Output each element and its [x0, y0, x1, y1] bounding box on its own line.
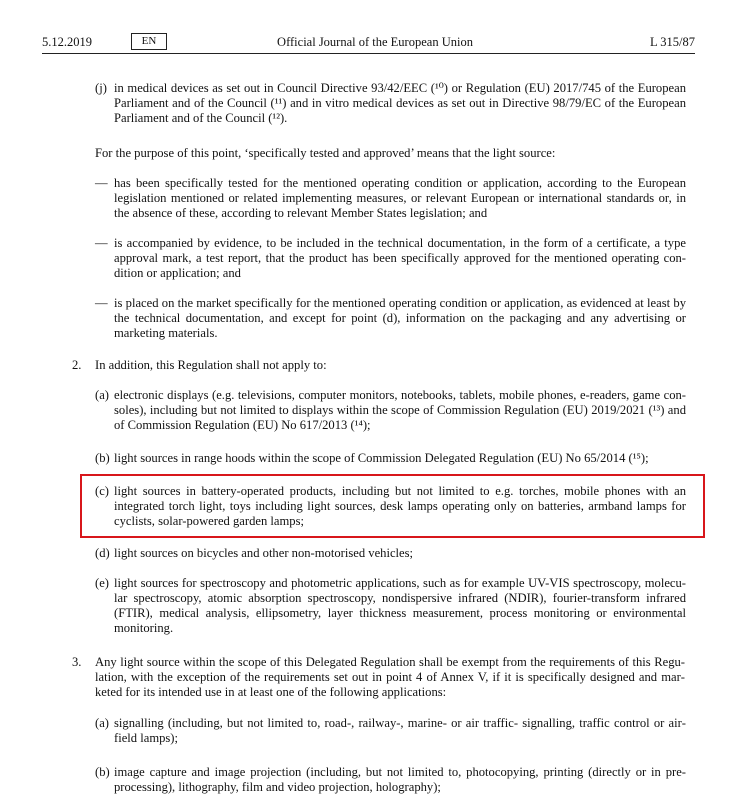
item-label: (b)	[95, 765, 110, 779]
publication-date: 5.12.2019	[42, 35, 92, 49]
item-text: light sources in range hoods within the scope of Commission Delegated Regulation (EU) No 65/2014 (¹⁵);	[114, 451, 649, 465]
point-3-number: 3.	[72, 655, 82, 669]
purpose-paragraph: For the purpose of this point, ‘specifically tested and approved’ means that the light source:	[95, 146, 556, 160]
item-text: signalling (including, but not limited to, road-, railway-, marine- or air traffic- signalling, traffic control or airfield lamps);	[114, 716, 686, 745]
dash-bullet: —	[95, 176, 108, 190]
item-text: electronic displays (e.g. televisions, computer monitors, notebooks, tablets, mobile phones, e-readers, game consoles), including but not limited to displays within the scope of Commission Regulation (EU) 2019/2021 (¹³) and of Commission Regulation (EU) No 617/2013 (¹⁴);	[114, 388, 686, 432]
point-2-intro: In addition, this Regulation shall not apply to:	[95, 358, 327, 372]
item-label: (a)	[95, 716, 109, 730]
dash-item-text: is accompanied by evidence, to be included in the technical documentation, in the form of a certificate, a type approval mark, a test report, that the product has been specifically approved for the mentioned operating condition or application; and	[114, 236, 686, 280]
dash-item-text: is placed on the market specifically for the mentioned operating condition or application, as evidenced at least by the technical documentation, and except for point (d), information on the packaging and any advertising or marketing materials.	[114, 296, 686, 340]
header-divider	[42, 53, 695, 54]
item-text: light sources for spectroscopy and photometric applications, such as for example UV-VIS spectroscopy, molecular spectroscopy, atomic absorption spectroscopy, nondispersive infrared (NDIR), fourier-transform infrared (FTIR), medical analysis, ellipsometry, layer thickness measurement, process monitoring or environmental monitoring.	[114, 576, 686, 635]
item-label: (b)	[95, 451, 110, 465]
item-j-label: (j)	[95, 81, 107, 95]
journal-title: Official Journal of the European Union	[277, 35, 473, 49]
highlighted-item-text: light sources in battery-operated products, including but not limited to e.g. torches, mobile phones with an integrated torch light, toys including light sources, desk lamps operating only on batteries, armband lamps for cyclists, solar-powered garden lamps;	[114, 484, 686, 528]
point-2-number: 2.	[72, 358, 82, 372]
item-label: (a)	[95, 388, 109, 402]
dash-bullet: —	[95, 296, 108, 310]
dash-item-text: has been specifically tested for the mentioned operating condition or application, according to the European legislation mentioned or related implementing measures, or relevant European or international standards or, in the absence of these, according to relevant Member States legislation; and	[114, 176, 686, 220]
item-text: light sources on bicycles and other non-motorised vehicles;	[114, 546, 414, 560]
item-label: (d)	[95, 546, 110, 560]
point-3-intro: Any light source within the scope of this Delegated Regulation shall be exempt from the requirements of this Regulation, with the exception of the requirements set out in point 4 of Annex V, if it is specifically designed and marketed for its intended use in at least one of the following applications:	[95, 655, 685, 699]
page-reference: L 315/87	[649, 35, 695, 49]
item-label: (c)	[95, 484, 109, 498]
language-badge: EN	[131, 33, 167, 50]
item-text: image capture and image projection (including, but not limited to, photocopying, printing (directly or in preprocessing), lithography, film and video projection, holography);	[114, 765, 686, 794]
item-j-text: in medical devices as set out in Council Directive 93/42/EEC (¹⁰) or Regulation (EU) 2017/745 of the European Parliament and of the Council (¹¹) and in vitro medical devices as set out in Directive 98/79/EC of the European Parliament and of the Council (¹²).	[114, 81, 686, 125]
item-label: (e)	[95, 576, 109, 590]
dash-bullet: —	[95, 236, 108, 250]
